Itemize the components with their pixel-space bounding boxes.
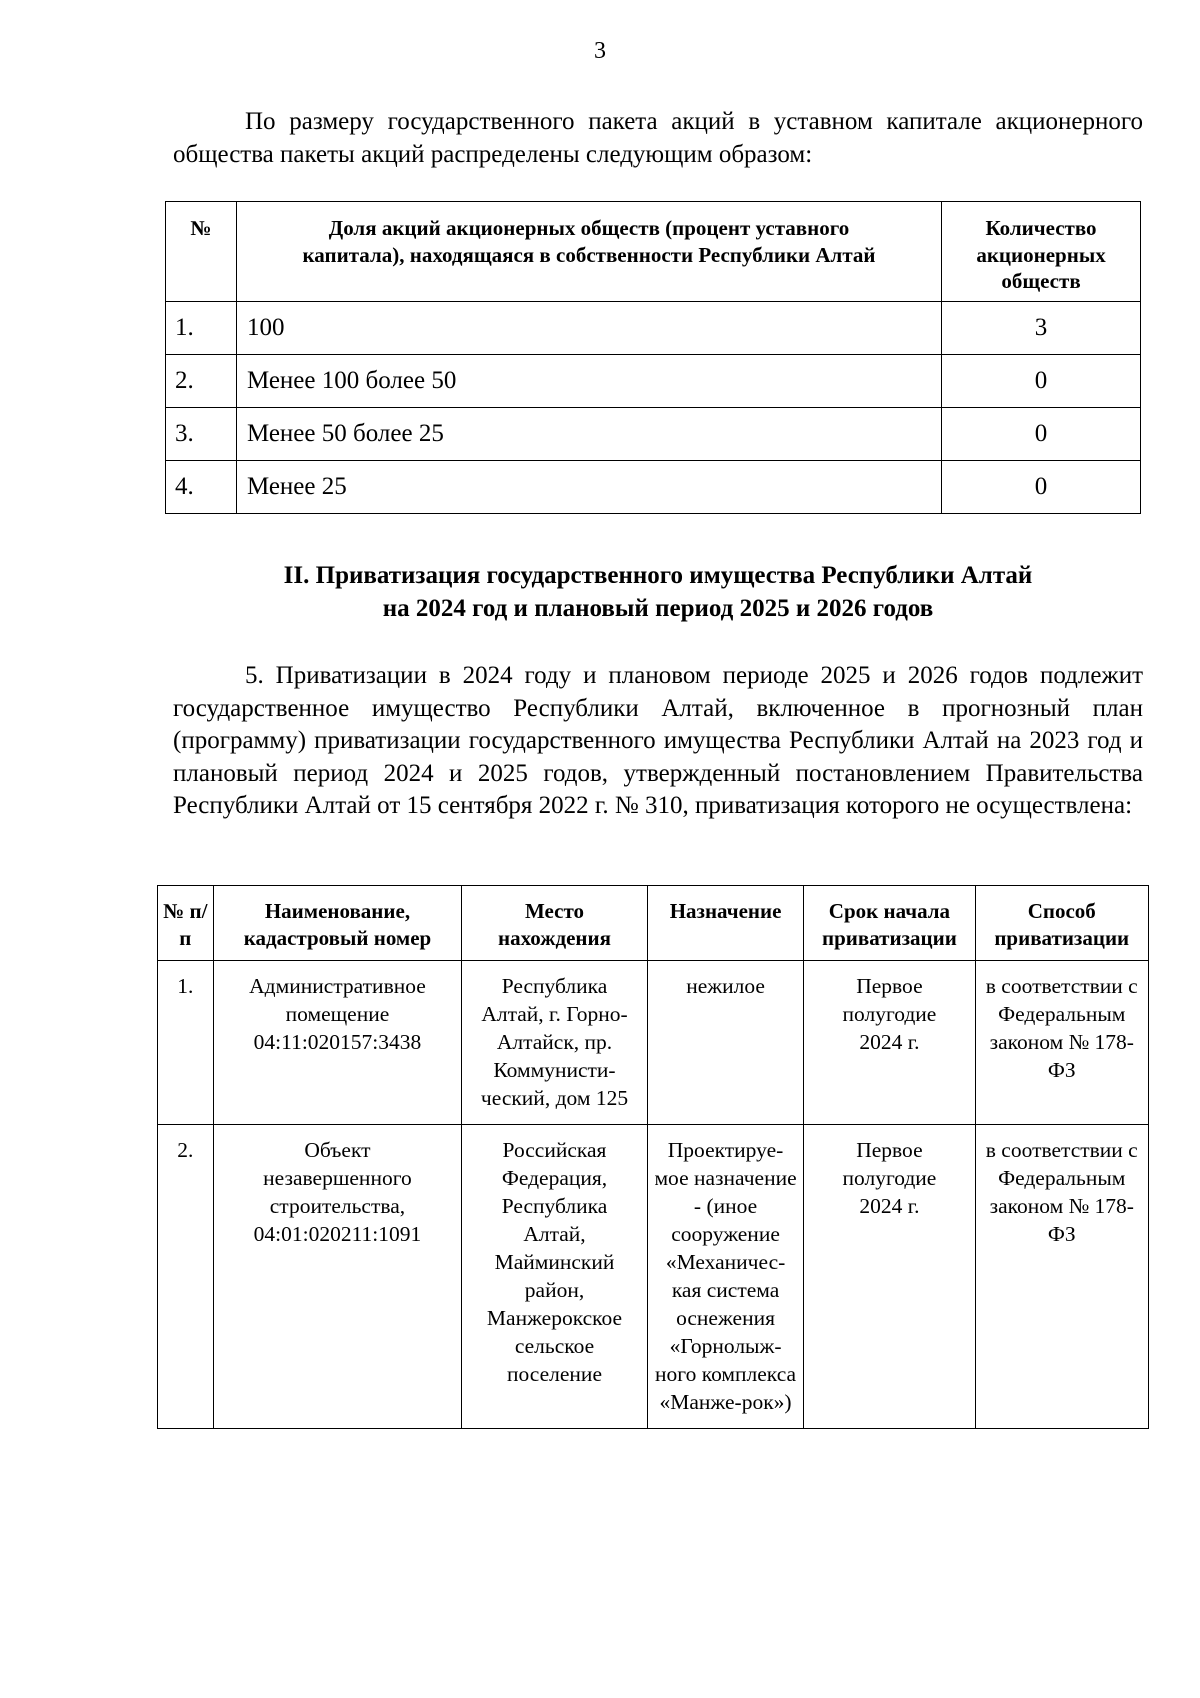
shares-header-number: № [166, 202, 237, 302]
property-header-number: № п/п [158, 886, 214, 961]
property-row-location: Республика Алтай, г. Горно-Алтайск, пр. Коммунисти-ческий, дом 125 [462, 961, 647, 1125]
shares-row-share: 100 [236, 301, 941, 354]
shares-row-count: 0 [942, 354, 1141, 407]
shares-row-count: 0 [942, 460, 1141, 513]
shares-table [165, 201, 1141, 514]
property-row-start: Первое полугодие 2024 г. [804, 1125, 975, 1429]
table-row [166, 301, 1141, 354]
property-table-header-row [158, 886, 1149, 961]
shares-row-number: 3. [166, 407, 237, 460]
property-row-start: Первое полугодие 2024 г. [804, 961, 975, 1125]
property-row-number: 2. [158, 1125, 214, 1429]
shares-row-number: 1. [166, 301, 237, 354]
property-table [157, 885, 1149, 1429]
property-row-purpose: нежилое [647, 961, 804, 1125]
property-row-name: Объект незавершенного строительства, 04:01:020211:1091 [213, 1125, 462, 1429]
shares-row-share: Менее 50 более 25 [236, 407, 941, 460]
intro-paragraph: По размеру государственного пакета акций в уставном капитале акционерного общества пакеты акций распределены следующим образом: [173, 108, 1143, 168]
shares-row-count: 3 [942, 301, 1141, 354]
shares-table-header-row [166, 202, 1141, 302]
shares-row-count: 0 [942, 407, 1141, 460]
shares-row-share: Менее 25 [236, 460, 941, 513]
shares-row-number: 4. [166, 460, 237, 513]
property-row-method: в соответствии с Федеральным законом № 178-ФЗ [975, 961, 1149, 1125]
shares-header-share: Доля акций акционерных обществ (процент уставного капитала), находящаяся в собственности Республики Алтай [236, 202, 941, 302]
shares-row-number: 2. [166, 354, 237, 407]
section-heading [0, 560, 1200, 625]
property-header-purpose: Назначение [647, 886, 804, 961]
page-number: 3 [594, 38, 606, 64]
property-header-method: Способ приватизации [975, 886, 1149, 961]
property-row-location: Российская Федерация, Республика Алтай, Майминский район, Манжерокское сельское поселение [462, 1125, 647, 1429]
table-row [158, 961, 1149, 1125]
section-heading-line1: II. Приватизация государственного имущества Республики Алтай [283, 562, 1033, 589]
property-row-number: 1. [158, 961, 214, 1125]
property-row-method: в соответствии с Федеральным законом № 178-ФЗ [975, 1125, 1149, 1429]
table-row [166, 460, 1141, 513]
property-row-purpose: Проектируе-мое назначение - (иное сооружение «Механичес-кая система оснежения «Горнолыж-ного комплекса «Манже-рок») [647, 1125, 804, 1429]
property-header-name: Наименование, кадастровый номер [213, 886, 462, 961]
table-row [166, 354, 1141, 407]
shares-header-count: Количество акционерных обществ [942, 202, 1141, 302]
property-header-start: Срок начала приватизации [804, 886, 975, 961]
table-row [158, 1125, 1149, 1429]
property-row-name: Административное помещение 04:11:020157:3438 [213, 961, 462, 1125]
paragraph-5: 5. Приватизации в 2024 году и плановом периоде 2025 и 2026 годов подлежит государственное имущество Республики Алтай, включенное в прогнозный план (программу) приватизации государственного имущества Республики Алтай на 2023 год и плановый период 2024 и 2025 годов, утвержденный постановлением Правительства Республики Алтай от 15 сентября 2022 г. № 310, приватизация которого не осуществлена: [173, 662, 1143, 819]
section-heading-line2: на 2024 год и плановый период 2025 и 2026 годов [382, 594, 934, 622]
table-row [166, 407, 1141, 460]
property-header-location: Место нахождения [462, 886, 647, 961]
shares-row-share: Менее 100 более 50 [236, 354, 941, 407]
